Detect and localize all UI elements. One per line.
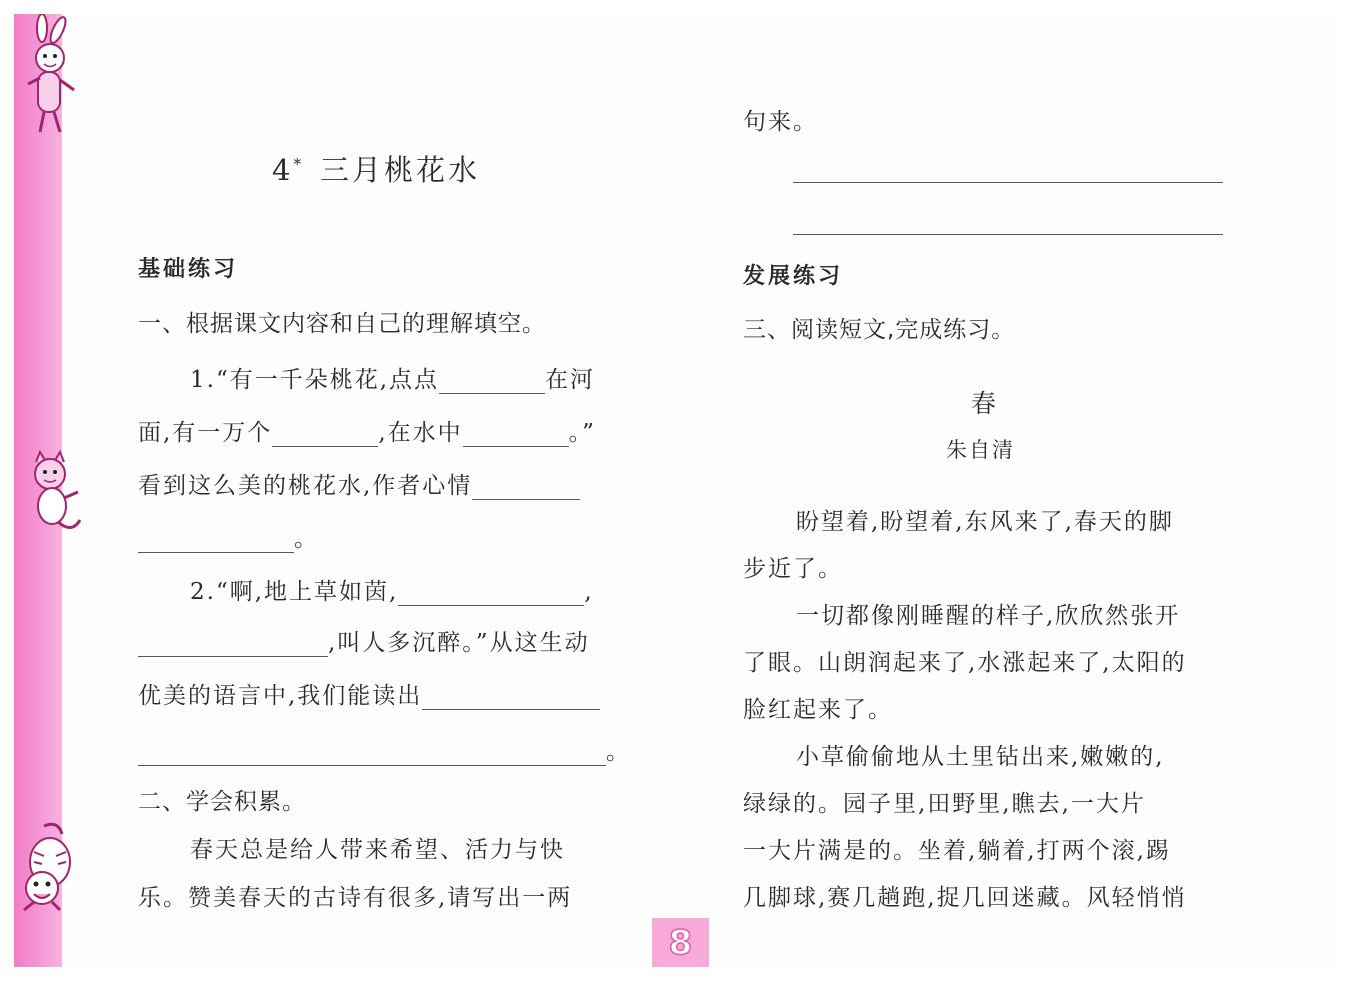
answer-blank[interactable] [138, 632, 328, 657]
question-1-title: 一、根据课文内容和自己的理解填空。 [138, 311, 546, 337]
q1-item1-line2 [138, 414, 596, 447]
q1-item1-text-d: ,在水中 [378, 420, 463, 446]
answer-blank[interactable] [463, 422, 569, 447]
q1-item1-text-c: 面,有一万个 [138, 420, 273, 446]
q1-item2-text-e: 。 [606, 739, 631, 765]
answer-line-2[interactable] [793, 234, 1223, 235]
section-development-heading: 发展练习 [743, 264, 844, 289]
passage-p2-line1: 一切都像刚睡醒的样子,欣欣然张开 [796, 603, 1181, 629]
page-number-badge [652, 918, 709, 967]
answer-blank[interactable] [439, 369, 545, 394]
rabbit-cartoon-icon [14, 14, 84, 139]
passage-p3-line2: 绿绿的。园子里,田野里,瞧去,一大片 [743, 791, 1146, 817]
q1-item2-text-b: , [584, 579, 594, 605]
answer-line-1[interactable] [793, 182, 1223, 183]
page-number: 8 [668, 922, 693, 963]
answer-blank[interactable] [272, 422, 378, 447]
passage-p3-line3: 一大片满是的。坐着,躺着,打两个滚,踢 [743, 838, 1171, 864]
lesson-title [272, 148, 480, 189]
q1-item1-text-g: 。 [294, 526, 319, 552]
q1-item1-line3 [138, 467, 580, 500]
answer-blank[interactable] [422, 685, 600, 710]
q1-item1-text-b: 在河 [545, 367, 596, 393]
q1-item2-line1 [190, 573, 594, 606]
question-2-title: 二、学会积累。 [138, 789, 306, 815]
q1-item2-line3 [138, 677, 600, 710]
q1-item1-line4 [138, 520, 319, 553]
q1-item2-text-a: 2.“啊,地上草如茵, [190, 579, 399, 605]
tiger-cartoon-icon [14, 822, 84, 922]
passage-p1-line2: 步近了。 [743, 556, 843, 582]
lesson-number: 4 [272, 153, 294, 187]
q1-item2-line2 [138, 624, 590, 657]
q1-item2-text-d: 优美的语言中,我们能读出 [138, 683, 423, 709]
passage-author: 朱自清 [946, 438, 1015, 462]
answer-blank[interactable] [472, 475, 580, 500]
passage-p2-line2: 了眼。山朗润起来了,水涨起来了,太阳的 [743, 650, 1187, 676]
q2-line1: 春天总是给人带来希望、活力与快 [190, 837, 565, 863]
answer-blank[interactable] [138, 528, 294, 553]
q1-item2-line4 [138, 733, 631, 766]
lesson-mark: * [293, 155, 304, 174]
continuation-text: 句来。 [743, 109, 818, 135]
passage-p3-line4: 几脚球,赛几趟跑,捉几回迷藏。风轻悄悄 [743, 885, 1187, 911]
q1-item1-text-f: 看到这么美的桃花水,作者心情 [138, 473, 473, 499]
cat-cartoon-icon [14, 450, 84, 540]
q1-item1-line1 [190, 361, 595, 394]
passage-p1-line1: 盼望着,盼望着,东风来了,春天的脚 [796, 509, 1174, 535]
answer-blank[interactable] [398, 581, 584, 606]
q1-item1-text-e: 。” [568, 420, 596, 446]
lesson-name: 三月桃花水 [319, 153, 480, 187]
passage-title: 春 [971, 389, 997, 418]
passage-p3-line1: 小草偷偷地从土里钻出来,嫩嫩的, [796, 744, 1165, 770]
section-basic-heading: 基础练习 [138, 257, 239, 282]
question-3-title: 三、阅读短文,完成练习。 [743, 317, 1016, 343]
q1-item2-text-c: ,叫人多沉醉。”从这生动 [328, 630, 590, 656]
answer-blank[interactable] [138, 741, 606, 766]
q2-line2: 乐。赞美春天的古诗有很多,请写出一两 [138, 885, 573, 911]
q1-item1-text-a: 1.“有一千朵桃花,点点 [190, 367, 440, 393]
passage-p2-line3: 脸红起来了。 [743, 697, 893, 723]
